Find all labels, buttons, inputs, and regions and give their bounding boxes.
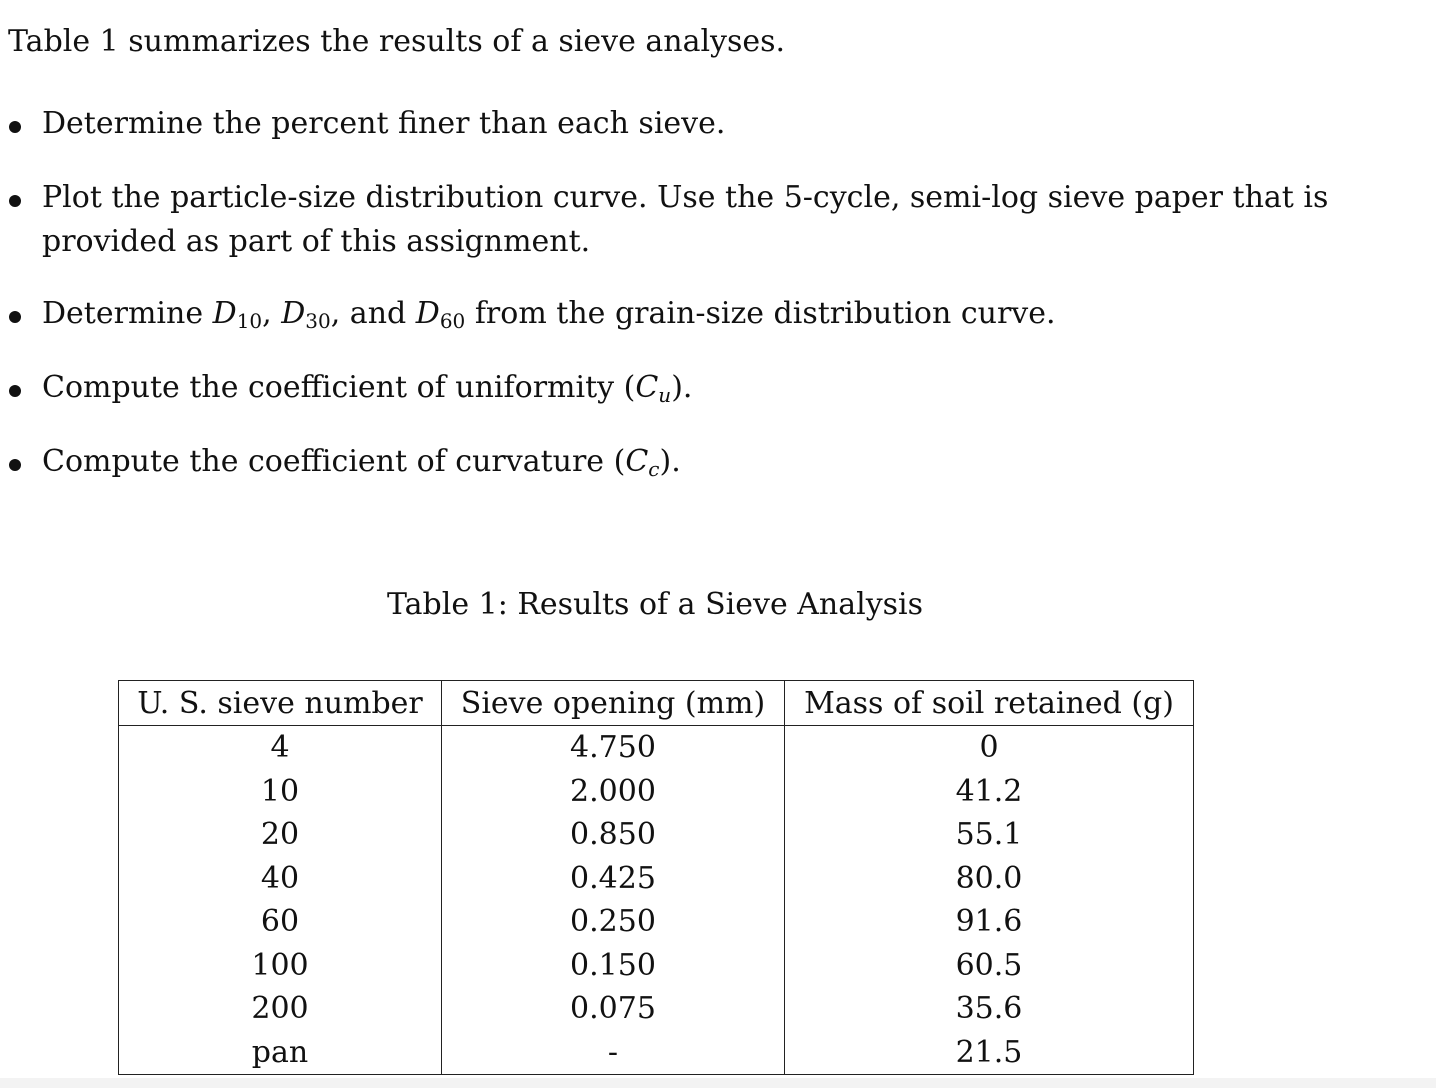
intro-text: Table 1 summarizes the results of a sieve analyses.: [8, 24, 786, 59]
task-percent-finer: Determine the percent finer than each sieve.: [42, 106, 726, 141]
bullet-icon: [9, 385, 21, 397]
table-cell: 100: [119, 944, 442, 988]
table-row: [119, 857, 1194, 901]
page-bottom-edge: [0, 1078, 1436, 1088]
table-cell: 4: [119, 726, 442, 770]
bullet-icon: [9, 121, 21, 133]
table-cell: 60: [119, 900, 442, 944]
bullet-icon: [9, 195, 21, 207]
bullet-icon: [9, 459, 21, 471]
table-row: [119, 944, 1194, 988]
task-plot-curve: Plot the particle-size distribution curve. Use the 5-cycle, semi-log sieve paper that is provided as part of this assignment.: [42, 180, 1329, 259]
table-cell: 55.1: [785, 813, 1194, 857]
task-determine-d-values: Determine $D_{10}$, $D_{30}$, and $D_{60}$ from the grain-size distribution curve.: [42, 296, 1056, 333]
table-cell: -: [442, 1031, 785, 1075]
table-cell: 91.6: [785, 900, 1194, 944]
table-cell: 41.2: [785, 770, 1194, 814]
table-cell: 0.850: [442, 813, 785, 857]
table-cell: 60.5: [785, 944, 1194, 988]
table-cell: 10: [119, 770, 442, 814]
table-cell: 200: [119, 987, 442, 1031]
table-cell: 0.075: [442, 987, 785, 1031]
table-cell: 2.000: [442, 770, 785, 814]
column-header-sieve-opening: Sieve opening (mm): [442, 681, 785, 726]
table-cell: 35.6: [785, 987, 1194, 1031]
table-row: [119, 770, 1194, 814]
table-cell: 21.5: [785, 1031, 1194, 1075]
table-cell: 0.250: [442, 900, 785, 944]
sieve-analysis-table: [118, 680, 1194, 1075]
table-cell: 0.425: [442, 857, 785, 901]
column-header-mass-retained: Mass of soil retained (g): [785, 681, 1194, 726]
table-row: [119, 726, 1194, 770]
task-curvature: Compute the coefficient of curvature $(C_c)$.: [42, 444, 681, 481]
table-row: [119, 1031, 1194, 1075]
table-cell: 4.750: [442, 726, 785, 770]
table-row: [119, 900, 1194, 944]
task-uniformity: Compute the coefficient of uniformity $(C_u)$.: [42, 370, 693, 407]
table-caption: Table 1: Results of a Sieve Analysis: [386, 587, 924, 622]
table-cell: 80.0: [785, 857, 1194, 901]
table-header-row: [119, 681, 1194, 726]
table-row: [119, 813, 1194, 857]
column-header-sieve-number: U. S. sieve number: [119, 681, 442, 726]
table-cell: 0: [785, 726, 1194, 770]
table-cell: 20: [119, 813, 442, 857]
table-cell: 40: [119, 857, 442, 901]
table-cell: pan: [119, 1031, 442, 1075]
table-row: [119, 987, 1194, 1031]
table-cell: 0.150: [442, 944, 785, 988]
bullet-icon: [9, 311, 21, 323]
